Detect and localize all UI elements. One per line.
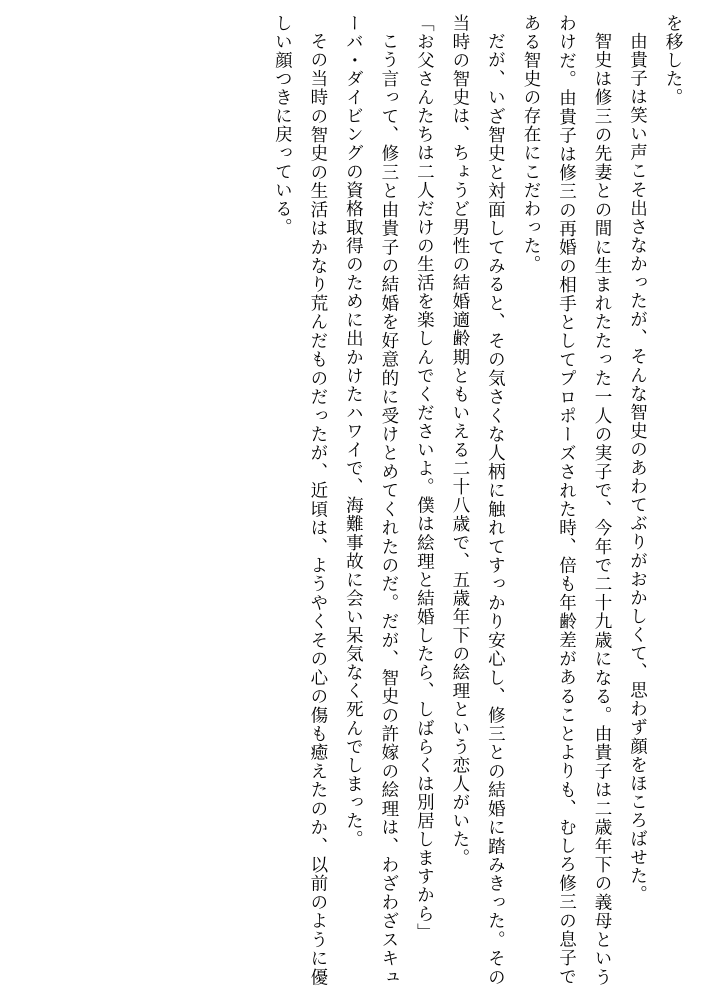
paragraph: を移した。: [664, 14, 684, 107]
paragraph: その当時の智史の生活はかなり荒んだものだったが、近頃は、ようやくその心の傷も癒えたのか、以前のように優しい顔つきに戻っている。: [273, 14, 329, 986]
paragraph: こう言って、修三と由貴子の結婚を好意的に受けとめてくれたのだ。だが、智史の許嫁の絵理は、わざわざスキューバ・ダイビングの資格取得のために出かけたハワイで、海難事故に会い呆気なく死んでしまった。: [344, 14, 400, 986]
paragraph: 由貴子は笑い声こそ出さなかったが、そんな智史のあわてぶりがおかしくて、思わず顔をほころばせた。: [628, 31, 649, 904]
paragraph: だが、いざ智史と対面してみると、その気さくな人柄に触れてすっかり安心し、修三との結婚に踏みきった。その当時の智史は、ちょうど男性の結婚適齢期ともいえる二十八歳で、五歳年下の絵理という恋人がいた。: [450, 14, 507, 986]
paragraph: 「お父さんたちは二人だけの生活を楽しんでくださいよ。僕は絵理と結婚したら、しばらくは別居しますから」: [415, 14, 436, 942]
paragraph: 智史は修三の先妻との間に生まれたたった一人の実子で、今年で二十九歳になる。由貴子は二歳年下の義母というわけだ。由貴子は修三の再婚の相手としてプロポーズされた時、倍も年齢差があることよりも、むしろ修三の息子である智史の存在にこだわった。: [521, 14, 613, 986]
vertical-text-body: [16, 14, 691, 986]
